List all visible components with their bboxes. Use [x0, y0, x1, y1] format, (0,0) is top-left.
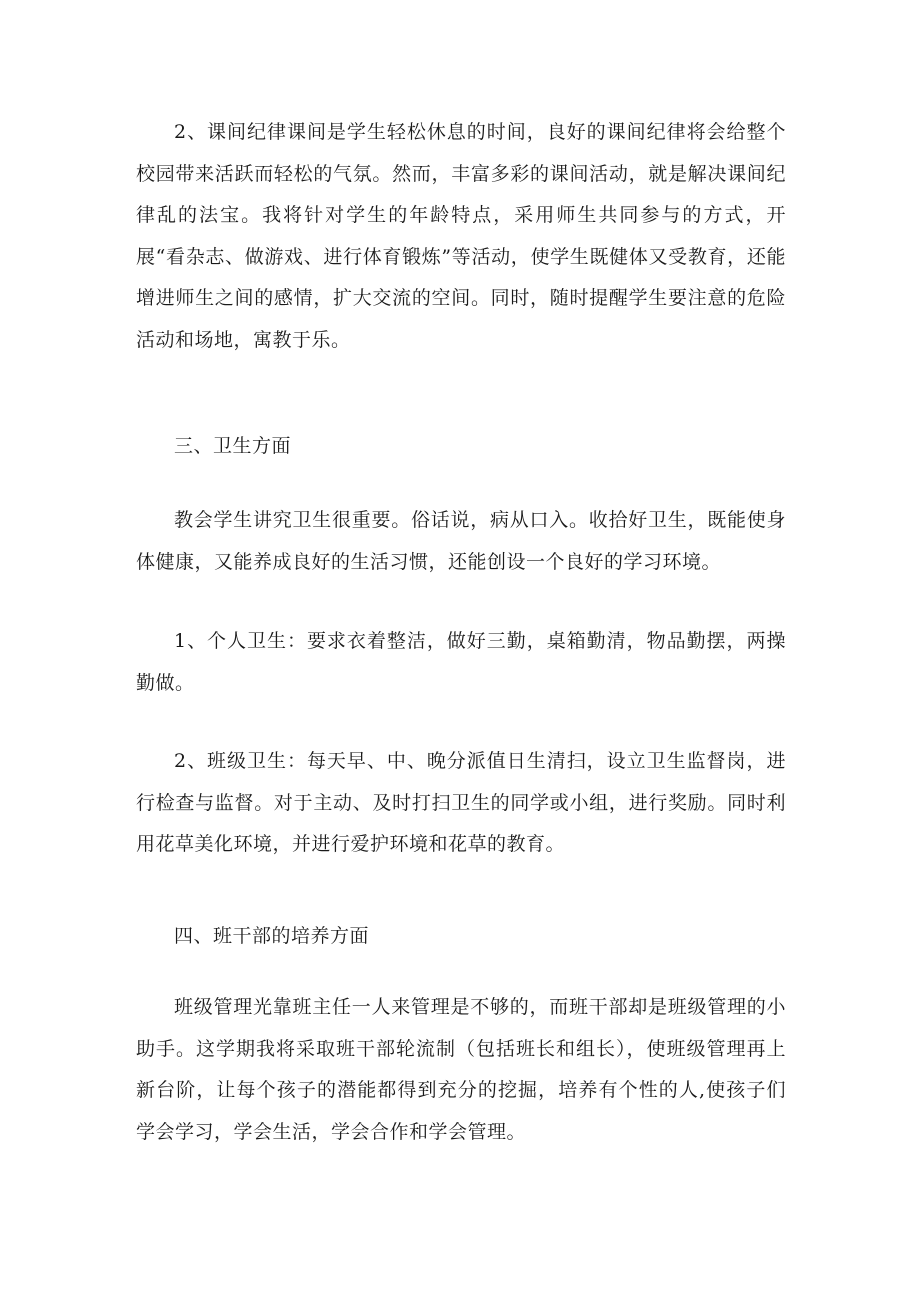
section-heading-class-cadres: 四、班干部的培养方面	[174, 925, 370, 947]
paragraph-hygiene-intro: 教会学生讲究卫生很重要。俗话说，病从口入。收拾好卫生，既能使身体健康，又能养成良好的生活习惯，还能创设一个良好的学习环境。	[136, 509, 786, 573]
paragraph-recess-discipline: 2、课间纪律课间是学生轻松休息的时间，良好的课间纪律将会给整个校园带来活跃而轻松的气氛。然而，丰富多彩的课间活动，就是解决课间纪律乱的法宝。我将针对学生的年龄特点，采用师生共同参与的方式，开展“看杂志、做游戏、进行体育锻炼”等活动，使学生既健体又受教育，还能增进师生之间的感情，扩大交流的空间。同时，随时提醒学生要注意的危险活动和场地，寓教于乐。	[136, 121, 786, 351]
paragraph-class-cadres: 班级管理光靠班主任一人来管理是不够的，而班干部却是班级管理的小助手。这学期我将采取班干部轮流制（包括班长和组长），使班级管理再上新台阶，让每个孩子的潜能都得到充分的挖掘，培养有个性的人,使孩子们学会学习，学会生活，学会合作和学会管理。	[136, 996, 786, 1143]
section-heading-hygiene: 三、卫生方面	[174, 435, 292, 457]
paragraph-personal-hygiene: 1、个人卫生：要求衣着整洁，做好三勤，桌箱勤清，物品勤摆，两操勤做。	[136, 630, 786, 694]
paragraph-class-hygiene: 2、班级卫生：每天早、中、晚分派值日生清扫，设立卫生监督岗，进行检查与监督。对于主动、及时打扫卫生的同学或小组，进行奖励。同时利用花草美化环境，并进行爱护环境和花草的教育。	[136, 750, 786, 855]
